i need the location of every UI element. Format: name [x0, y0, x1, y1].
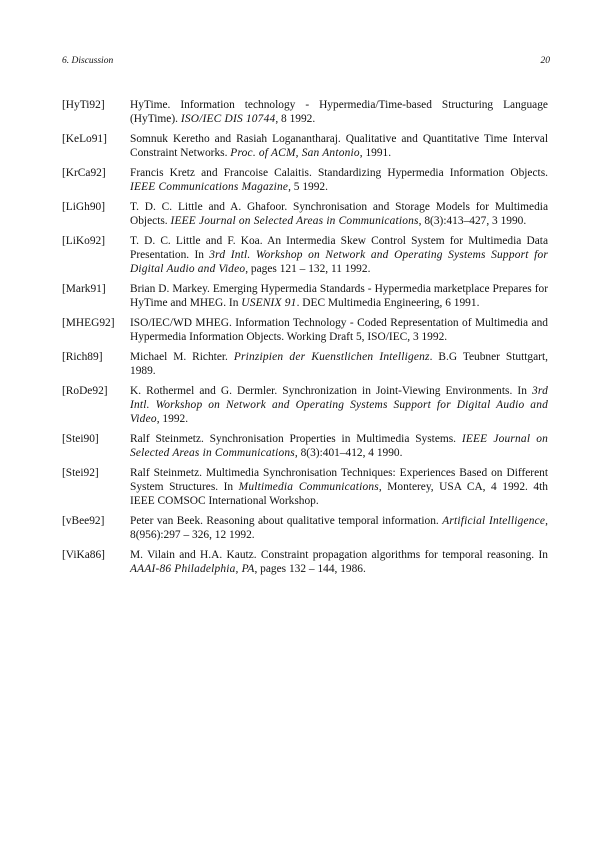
reference-text: [130, 466, 548, 508]
reference-venue: IEEE Journal on Selected Areas in Communications: [170, 215, 419, 227]
reference-text: [130, 200, 548, 228]
reference-text-segment: ISO/IEC/WD MHEG. Information Technology - Coded Representation of Multimedia and Hypermedia Information Objects. Working Draft 5, ISO/IEC, 3 1992.: [130, 317, 548, 343]
reference-venue: IEEE Communications Magazine: [130, 181, 289, 193]
reference-key: [Stei92]: [62, 467, 99, 479]
reference-entry: [62, 200, 548, 228]
section-title: 6. Discussion: [62, 56, 114, 66]
reference-venue: Prinzipien der Kuenstlichen Intelligenz: [233, 351, 430, 363]
reference-venue: Proc. of ACM, San Antonio: [230, 147, 360, 159]
reference-text: [130, 98, 548, 126]
reference-text-segment: Ralf Steinmetz. Synchronisation Properties in Multimedia Systems.: [130, 433, 462, 445]
reference-text-segment: , 5 1992.: [288, 181, 328, 193]
reference-venue: ISO/IEC DIS 10744: [180, 113, 276, 125]
reference-entry: [62, 514, 548, 542]
reference-text-segment: M. Vilain and H.A. Kautz. Constraint propagation algorithms for temporal reasoning. In: [130, 549, 548, 561]
reference-text-segment: Somnuk Keretho and Rasiah Loganantharaj. Qualitative and Quantitative Time Interval Constraint Networks.: [130, 133, 548, 159]
reference-text: [130, 234, 548, 276]
reference-entry: [62, 548, 548, 576]
reference-entry: [62, 282, 548, 310]
reference-text-segment: Francis Kretz and Francoise Calaitis. Standardizing Hypermedia Information Objects.: [130, 167, 548, 179]
reference-entry: [62, 466, 548, 508]
reference-key: [vBee92]: [62, 515, 105, 527]
reference-venue: USENIX 91: [241, 297, 297, 309]
reference-key: [KrCa92]: [62, 167, 106, 179]
reference-text-segment: , 1991.: [359, 147, 392, 159]
reference-text-segment: . B.G Teubner Stuttgart, 1989.: [130, 351, 548, 377]
reference-text: [130, 282, 548, 310]
running-header: [62, 56, 550, 70]
reference-key: [HyTi92]: [62, 99, 105, 111]
reference-key: [ViKa86]: [62, 549, 105, 561]
reference-venue: 3rd Intl. Workshop on Network and Operating Systems Support for Digital Audio and Video: [130, 385, 548, 425]
reference-entry: [62, 132, 548, 160]
reference-text-segment: , pages 121 – 132, 11 1992.: [245, 263, 371, 275]
reference-text-segment: HyTime. Information technology - Hypermedia/Time-based Structuring Language (HyTime).: [130, 99, 548, 125]
reference-key: [KeLo91]: [62, 133, 107, 145]
reference-text-segment: , 8 1992.: [275, 113, 316, 125]
reference-venue: Artificial Intelligence: [442, 515, 546, 527]
reference-text-segment: Peter van Beek. Reasoning about qualitative temporal information.: [130, 515, 443, 527]
reference-text-segment: T. D. C. Little and A. Ghafoor. Synchronisation and Storage Models for Multimedia Objects.: [130, 201, 548, 227]
reference-text-segment: , 1992.: [156, 413, 189, 425]
reference-entry: [62, 384, 548, 426]
reference-text-segment: , 8(3):413–427, 3 1990.: [418, 215, 527, 227]
reference-key: [Stei90]: [62, 433, 99, 445]
reference-entry: [62, 432, 548, 460]
reference-text-segment: Michael M. Richter.: [130, 351, 234, 363]
reference-text: [130, 166, 548, 194]
reference-text-segment: , 8(3):401–412, 4 1990.: [294, 447, 403, 459]
reference-venue: AAAI-86 Philadelphia, PA: [130, 563, 255, 575]
reference-text: [130, 514, 548, 542]
reference-text-segment: , Monterey, USA CA, 4 1992. 4th IEEE COMSOC International Workshop.: [130, 481, 548, 507]
page-number: 20: [540, 56, 550, 66]
reference-entry: [62, 316, 548, 344]
reference-text-segment: Brian D. Markey. Emerging Hypermedia Standards - Hypermedia marketplace Prepares for HyTime and MHEG. In: [130, 283, 548, 309]
reference-key: [Rich89]: [62, 351, 103, 363]
reference-text: [130, 432, 548, 460]
reference-text-segment: T. D. C. Little and F. Koa. An Intermedia Skew Control System for Multimedia Data Presentation. In: [130, 235, 548, 261]
reference-list: [62, 98, 548, 582]
reference-key: [RoDe92]: [62, 385, 108, 397]
reference-entry: [62, 234, 548, 276]
reference-text-segment: Ralf Steinmetz. Multimedia Synchronisation Techniques: Experiences Based on Different System Structures. In: [130, 467, 548, 493]
reference-venue: Multimedia Communications: [238, 481, 379, 493]
reference-text-segment: , pages 132 – 144, 1986.: [254, 563, 366, 575]
reference-entry: [62, 98, 548, 126]
reference-text: [130, 316, 548, 344]
reference-entry: [62, 350, 548, 378]
reference-key: [Mark91]: [62, 283, 106, 295]
reference-text: [130, 548, 548, 576]
reference-entry: [62, 166, 548, 194]
reference-key: [LiGh90]: [62, 201, 106, 213]
reference-text: [130, 350, 548, 378]
reference-text: [130, 384, 548, 426]
reference-text-segment: K. Rothermel and G. Dermler. Synchronization in Joint-Viewing Environments. In: [130, 385, 532, 397]
reference-text-segment: , 8(956):297 – 326, 12 1992.: [130, 515, 548, 541]
reference-text: [130, 132, 548, 160]
reference-venue: 3rd Intl. Workshop on Network and Operating Systems Support for Digital Audio and Video: [130, 249, 548, 275]
reference-key: [LiKo92]: [62, 235, 106, 247]
reference-text-segment: . DEC Multimedia Engineering, 6 1991.: [296, 297, 480, 309]
reference-venue: IEEE Journal on Selected Areas in Communications: [130, 433, 549, 459]
reference-key: [MHEG92]: [62, 317, 115, 329]
